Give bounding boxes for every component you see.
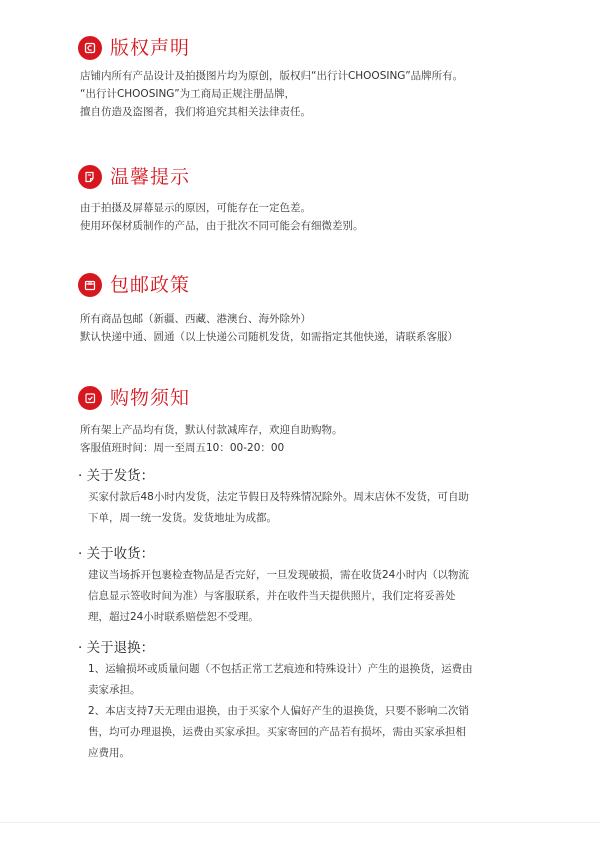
copyright-icon [78,36,102,60]
purchase-line: 所有架上产品均有货，默认付款减库存，欢迎自助购物。 [80,424,343,436]
shipping-line: 所有商品包邮（新疆、西藏、港澳台、海外除外） [80,313,311,325]
receiving-line: 建议当场拆开包裹检查物品是否完好，一旦发现破损，需在收货24小时内（以物流 [88,569,469,581]
returns-line: 应费用。 [88,747,130,759]
delivery-heading: · 关于发货： [78,468,155,484]
purchase-title: 购物须知 [110,387,191,409]
footer-divider [0,822,600,823]
shipping-line: 默认快递中通、圆通（以上快递公司随机发货，如需指定其他快递，请联系客服） [80,331,458,343]
receiving-line: 信息显示签收时间为准）与客服联系，并在收件当天提供照片，我们定将妥善处 [88,590,456,602]
cart-icon [78,386,102,410]
purchase-header [78,384,190,412]
tips-title: 温馨提示 [110,166,191,188]
shipping-text [80,310,550,346]
returns-line: 卖家承担。 [88,684,141,696]
tips-line: 由于拍摄及屏幕显示的原因，可能存在一定色差。 [80,202,311,214]
copyright-title: 版权声明 [110,37,191,59]
receiving-text [88,565,528,628]
purchase-text [80,421,550,457]
note-icon [78,165,102,189]
delivery-line: 下单，周一统一发货。发货地址为成都。 [88,512,277,524]
copyright-line: 擅自仿造及盗图者，我们将追究其相关法律责任。 [80,106,311,118]
returns-line: 1、运输损坏或质量问题（不包括正常工艺痕迹和特殊设计）产生的退换货，运费由 [88,663,473,675]
returns-line: 售，均可办理退换，运费由买家承担。买家寄回的产品若有损坏，需由买家承担相 [88,726,466,738]
tips-header [78,163,190,191]
returns-text [88,659,528,764]
copyright-header [78,34,190,62]
shipping-header [78,271,190,299]
delivery-text [88,487,528,529]
copyright-text [80,67,550,121]
receiving-heading: · 关于收货： [78,546,155,562]
returns-heading: · 关于退换： [78,640,155,656]
returns-line: 2、本店支持7天无理由退换，由于买家个人偏好产生的退换货，只要不影响二次销 [88,705,469,717]
shipping-title: 包邮政策 [110,274,191,296]
tips-line: 使用环保材质制作的产品，由于批次不同可能会有细微差别。 [80,220,364,232]
tips-text [80,199,550,235]
receiving-line: 理，超过24小时联系赔偿恕不受理。 [88,611,259,623]
copyright-line: “出行计CHOOSING”为工商局正规注册品牌， [80,88,296,100]
copyright-line: 店铺内所有产品设计及拍摄图片均为原创，版权归“出行计CHOOSING”品牌所有。 [80,70,464,82]
purchase-line: 客服值班时间：周一至周五10：00-20：00 [80,442,285,454]
delivery-line: 买家付款后48小时内发货，法定节假日及特殊情况除外。周末店休不发货，可自助 [88,491,469,503]
package-icon [78,273,102,297]
